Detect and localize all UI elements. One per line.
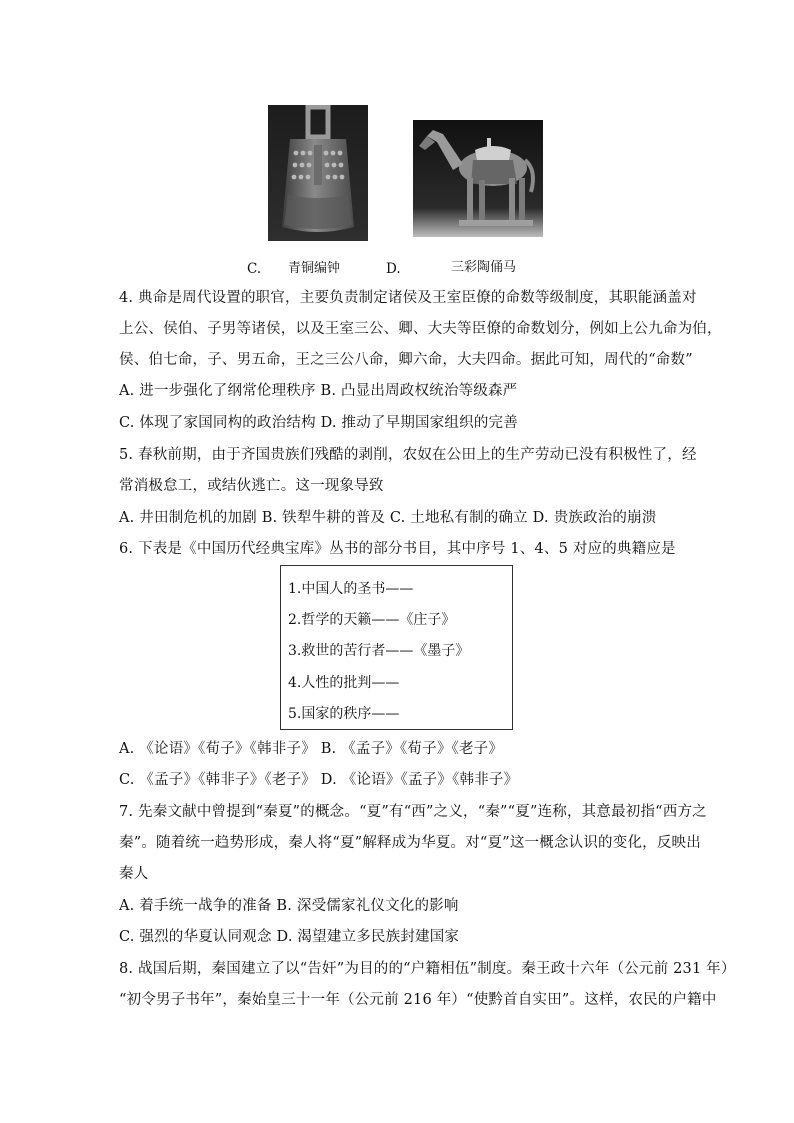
q5-line-2: 常消极怠工，或结伙逃亡。这一现象导致 [119, 478, 384, 494]
q5-line-1: 5. 春秋前期，由于齐国贵族们残酷的剥削，农奴在公田上的生产劳动已没有积极性了，经 [119, 447, 697, 463]
q5-options: A. 井田制危机的加剧 B. 铁犁牛耕的普及 C. 土地私有制的确立 D. 贵族政治的崩溃 [119, 510, 657, 526]
q7-line-1: 7. 先秦文献中曾提到“秦夏”的概念。“夏”有“西”之义，“秦”“夏”连称，其意最初指“西方之 [119, 804, 707, 820]
q4-line-2: 上公、侯伯、子男等诸侯，以及王室三公、卿、大夫等臣僚的命数划分，例如上公九命为伯， [119, 321, 722, 337]
bronze-bell-icon [268, 105, 368, 241]
q4-line-1: 4. 典命是周代设置的职官，主要负责制定诸侯及王室臣僚的命数等级制度，其职能涵盖对 [119, 290, 697, 306]
book-list-row-5: 5.国家的秩序—— [288, 706, 400, 722]
sancai-horse-photo [413, 120, 543, 237]
sancai-horse-icon [413, 120, 543, 237]
q7-options-cd: C. 强烈的华夏认同观念 D. 渴望建立多民族封建国家 [119, 929, 460, 945]
book-list-table [280, 565, 513, 730]
sancai-horse-caption: 三彩陶俑马 [451, 260, 517, 275]
book-list-row-1: 1.中国人的圣书—— [288, 581, 414, 597]
book-list-row-2: 2.哲学的天籁——《庄子》 [288, 612, 456, 628]
q7-line-2: 秦”。随着统一趋势形成，秦人将“夏”解释成为华夏。对“夏”这一概念认识的变化，反映出 [119, 835, 701, 851]
book-list-row-4: 4.人性的批判—— [288, 675, 400, 691]
book-list-row-3: 3.救世的苦行者——《墨子》 [288, 643, 470, 659]
option-d-label: D. [386, 261, 401, 277]
q7-options-ab: A. 着手统一战争的准备 B. 深受儒家礼仪文化的影响 [119, 898, 459, 914]
q8-line-1: 8. 战国后期，秦国建立了以“告奸”为目的的“户籍相伍”制度。秦王政十六年（公元前 231 年） [119, 961, 736, 977]
q6-options-cd: C. 《孟子》《韩非子》《老子》 D. 《论语》《孟子》《韩非子》 [119, 772, 519, 788]
q8-line-2: “初令男子书年”，秦始皇三十一年（公元前 216 年）“使黔首自实田”。这样，农民的户籍中 [119, 992, 717, 1008]
q6-line: 6. 下表是《中国历代经典宝库》丛书的部分书目，其中序号 1、4、5 对应的典籍应是 [119, 541, 676, 557]
bronze-bell-photo [268, 105, 368, 241]
q6-options-ab: A. 《论语》《荀子》《韩非子》 B. 《孟子》《荀子》《老子》 [119, 741, 504, 757]
q4-line-3: 侯、伯七命，子、男五命，王之三公八命，卿六命，大夫四命。据此可知，周代的“命数” [119, 352, 693, 368]
bronze-bell-caption: 青铜编钟 [288, 261, 341, 276]
option-c-label: C. [247, 261, 262, 277]
q4-options-cd: C. 体现了家国同构的政治结构 D. 推动了早期国家组织的完善 [119, 415, 518, 431]
q4-options-ab: A. 进一步强化了纲常伦理秩序 B. 凸显出周政权统治等级森严 [119, 383, 518, 399]
q7-line-3: 秦人 [119, 866, 149, 882]
